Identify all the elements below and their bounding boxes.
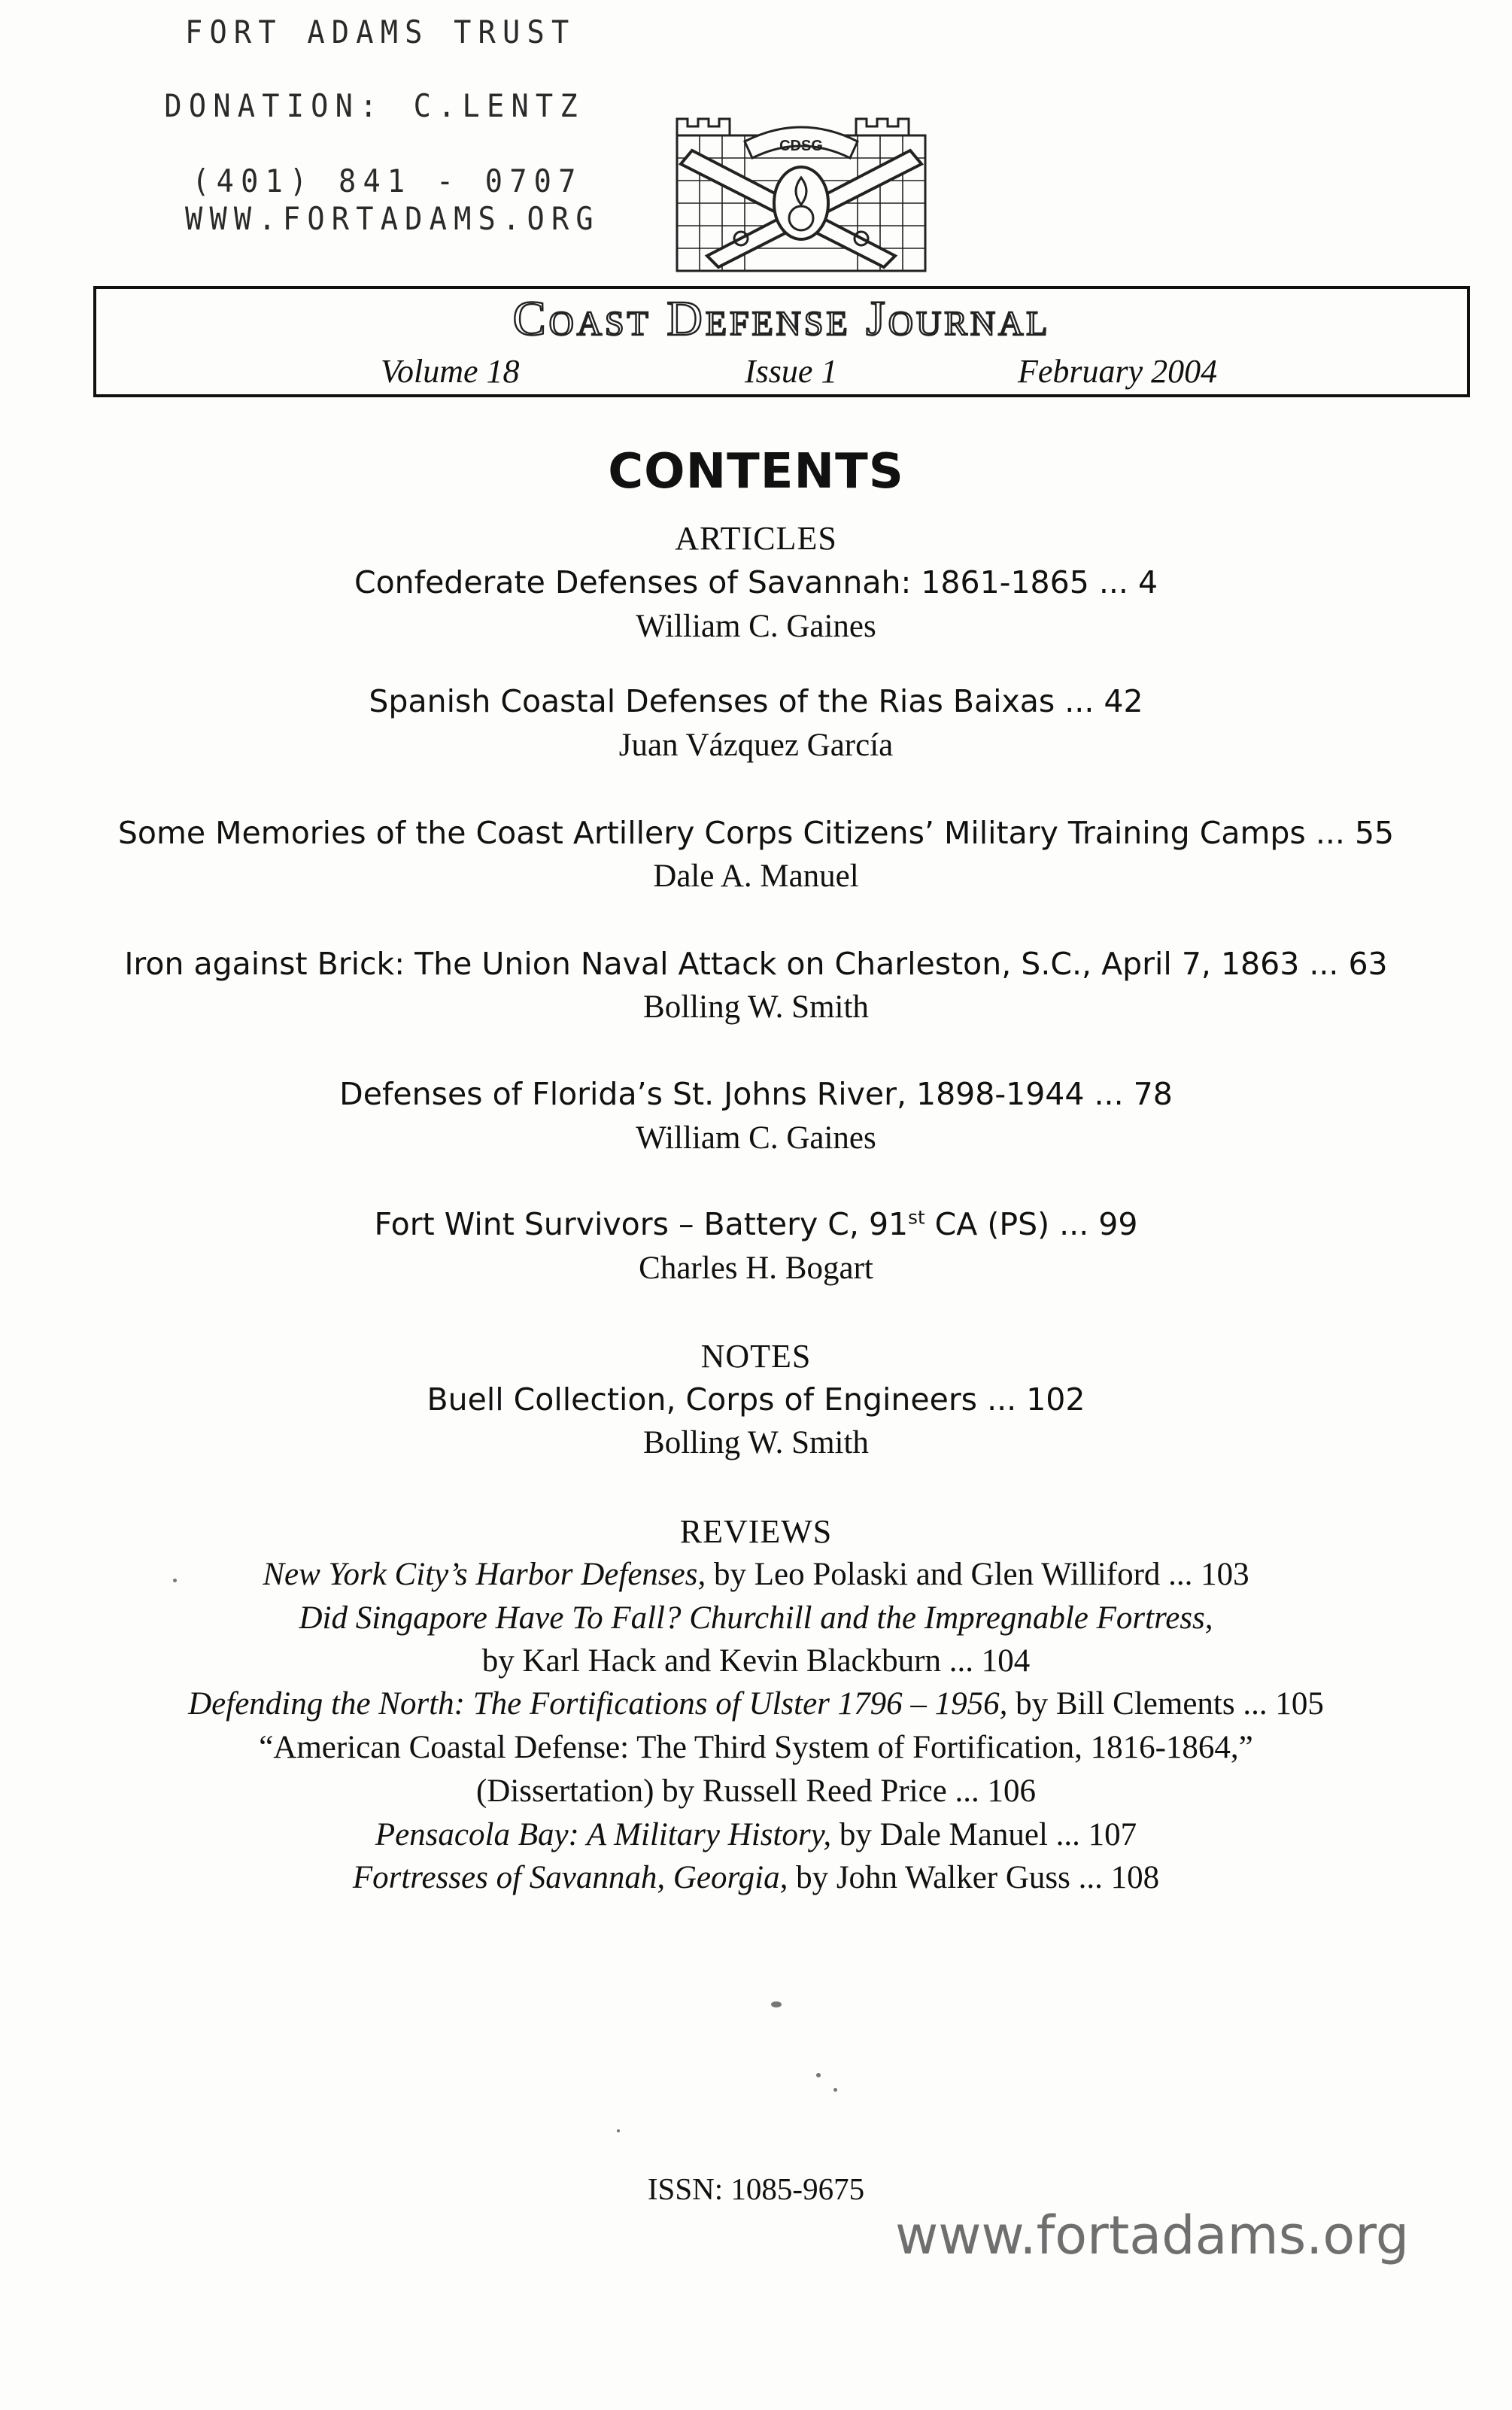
review-title: New York City’s Harbor Defenses, bbox=[263, 1557, 706, 1592]
scan-speck bbox=[617, 2129, 620, 2132]
article-title: Iron against Brick: The Union Naval Attack on Charleston, S.C., April 7, 1863 ... 63 bbox=[124, 946, 1388, 982]
review-byline: by John Walker Guss ... 108 bbox=[788, 1860, 1160, 1895]
section-notes: NOTES bbox=[700, 1338, 812, 1375]
review-byline: (Dissertation) by Russell Reed Price ... 106 bbox=[475, 1773, 1037, 1809]
note-title: Buell Collection, Corps of Engineers ... 102 bbox=[427, 1381, 1085, 1418]
article-title: Some Memories of the Coast Artillery Corps Citizens’ Military Training Camps ... 55 bbox=[117, 815, 1395, 851]
article-author: Juan Vázquez García bbox=[618, 728, 894, 763]
article-author: Bolling W. Smith bbox=[643, 989, 869, 1025]
stamp-line-donor: C.LENTZ bbox=[413, 87, 584, 124]
review-item bbox=[0, 1600, 1512, 1637]
stamp-line-donation: DONATION: bbox=[164, 87, 384, 124]
stamp-line-web: WWW.FORTADAMS.ORG bbox=[185, 200, 600, 237]
review-title: Did Singapore Have To Fall? Churchill and the Impregnable Fortress, bbox=[299, 1600, 1213, 1636]
scan-speck bbox=[833, 2088, 837, 2092]
article-title: Spanish Coastal Defenses of the Rias Baixas ... 42 bbox=[369, 683, 1143, 719]
website-watermark[interactable]: www.fortadams.org bbox=[895, 2205, 1410, 2266]
article-title bbox=[0, 1206, 1512, 1242]
cdsg-logo bbox=[662, 105, 940, 278]
article-title-part: Fort Wint Survivors – Battery C, 91 bbox=[374, 1206, 909, 1242]
review-byline: by Leo Polaski and Glen Williford ... 103 bbox=[706, 1557, 1249, 1592]
note-author: Bolling W. Smith bbox=[643, 1425, 869, 1460]
review-item bbox=[0, 1859, 1512, 1896]
review-title: Fortresses of Savannah, Georgia, bbox=[352, 1860, 788, 1895]
issn: ISSN: 1085-9675 bbox=[647, 2171, 865, 2206]
stamp-line-trust: FORT ADAMS TRUST bbox=[185, 14, 576, 50]
review-item bbox=[0, 1556, 1512, 1593]
logo-text: CDSG bbox=[779, 138, 823, 154]
journal-header bbox=[93, 286, 1470, 397]
review-item bbox=[0, 1685, 1512, 1722]
volume: Volume 18 bbox=[381, 353, 520, 390]
article-author: Charles H. Bogart bbox=[639, 1251, 873, 1286]
scan-speck bbox=[173, 1579, 177, 1582]
review-item: “American Coastal Defense: The Third System of Fortification, 1816-1864,” bbox=[259, 1730, 1253, 1765]
review-title: Defending the North: The Fortifications of Ulster 1796 – 1956, bbox=[188, 1686, 1008, 1722]
article-author: Dale A. Manuel bbox=[653, 859, 859, 894]
review-byline: by Dale Manuel ... 107 bbox=[831, 1817, 1137, 1852]
scan-speck bbox=[816, 2073, 821, 2077]
review-byline: by Karl Hack and Kevin Blackburn ... 104 bbox=[481, 1643, 1031, 1679]
article-title-part: CA (PS) ... 99 bbox=[925, 1206, 1138, 1242]
scan-speck bbox=[771, 2001, 782, 2007]
article-title: Confederate Defenses of Savannah: 1861-1865 ... 4 bbox=[354, 564, 1158, 600]
review-byline: by Bill Clements ... 105 bbox=[1007, 1686, 1324, 1722]
article-title: Defenses of Florida’s St. Johns River, 1898-1944 ... 78 bbox=[339, 1076, 1173, 1112]
section-articles: ARTICLES bbox=[675, 520, 837, 557]
issue: Issue 1 bbox=[745, 353, 838, 390]
ordinal-suffix: st bbox=[908, 1206, 925, 1229]
page-title: CONTENTS bbox=[608, 444, 904, 500]
stamp-line-phone: (401) 841 - 0707 bbox=[192, 163, 583, 199]
article-author: William C. Gaines bbox=[636, 1120, 876, 1156]
review-title: Pensacola Bay: A Military History, bbox=[375, 1817, 832, 1852]
journal-title: Coast Defense Journal bbox=[512, 291, 1051, 346]
date: February 2004 bbox=[1018, 353, 1218, 390]
review-item bbox=[0, 1816, 1512, 1853]
section-reviews: REVIEWS bbox=[679, 1513, 833, 1550]
article-author: William C. Gaines bbox=[636, 609, 876, 644]
